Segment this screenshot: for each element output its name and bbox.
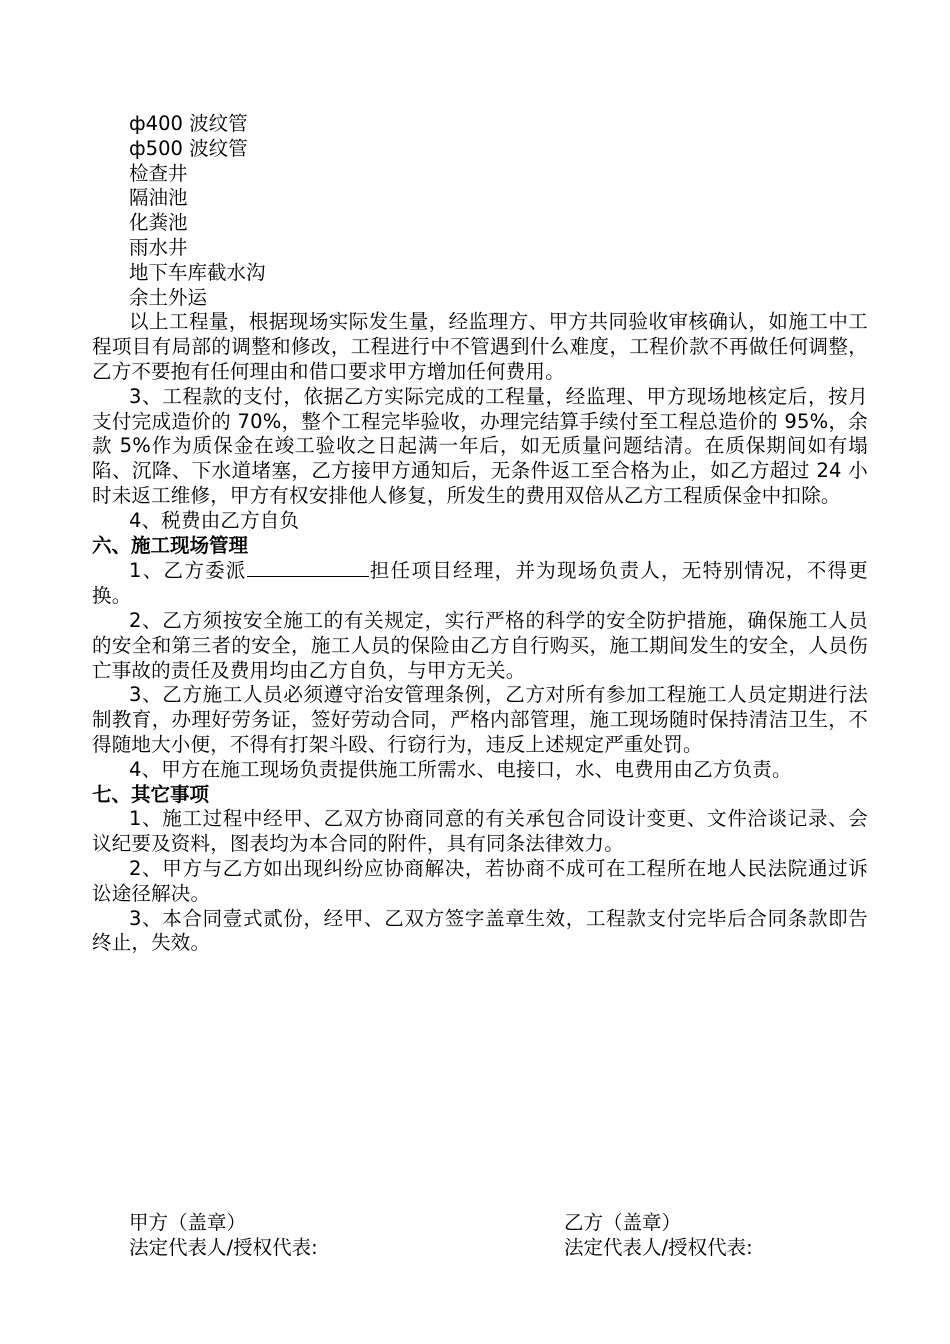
work-item: ф400 波纹管 — [129, 112, 248, 135]
clause-text: 1、乙方委派 — [129, 559, 247, 583]
work-item: ф500 波纹管 — [129, 136, 248, 160]
party-a-signature-block — [129, 1210, 318, 1260]
work-item: 隔油池 — [129, 186, 188, 210]
work-item: 雨水井 — [129, 235, 188, 259]
contract-body — [92, 112, 868, 956]
payment-clause: 3、工程款的支付，依据乙方实际完成的工程量，经监理、甲方现场地核定后，按月支付完成造价的 70%，整个工程完毕验收，办理完结算手续付至工程总造价的 95%，余款 5%作为质保金在竣工验收之日起满一年后，如无质量问题结清。在质保期间如有塌陷、沉降、下水道堵塞，乙方接甲方通知后，无条件返工至合格为止，如乙方超过 24 小时未返工维修，甲方有权安排他人修复，所发生的费用双倍从乙方工程质保金中扣除。 — [92, 384, 868, 507]
clause-text: 担任项目经理，并为现场负责人，无特别情况，不得更换。 — [92, 559, 868, 608]
party-a-seal-label: 甲方（盖章） — [129, 1211, 247, 1234]
work-item: 检查井 — [129, 161, 188, 185]
work-item: 地下车库截水沟 — [129, 260, 266, 284]
work-item: 化粪池 — [129, 211, 188, 235]
validity-clause: 3、本合同壹式贰份，经甲、乙双方签字盖章生效，工程款支付完毕后合同条款即告终止，失效。 — [92, 906, 868, 955]
manager-name-blank — [247, 558, 369, 577]
work-item: 余土外运 — [129, 285, 208, 309]
utilities-clause: 4、甲方在施工现场负责提供施工所需水、电接口，水、电费用由乙方负责。 — [129, 757, 792, 781]
party-a-representative-label: 法定代表人/授权代表: — [129, 1236, 318, 1259]
section-heading-other-matters: 七、其它事项 — [92, 782, 210, 806]
party-b-seal-label: 乙方（盖章） — [564, 1211, 682, 1234]
tax-clause: 4、税费由乙方自负 — [129, 508, 300, 532]
section-heading-site-management: 六、施工现场管理 — [92, 533, 249, 557]
public-order-clause: 3、乙方施工人员必须遵守治安管理条例，乙方对所有参加工程施工人员定期进行法制教育，办理好劳务证，签好劳动合同，严格内部管理，施工现场随时保持清洁卫生，不得随地大小便，不得有打架斗殴、行窃行为，违反上述规定严重处罚。 — [92, 683, 868, 756]
project-manager-clause — [92, 558, 868, 609]
safety-clause: 2、乙方须按安全施工的有关规定，实行严格的科学的安全防护措施，确保施工人员的安全和第三者的安全，施工人员的保险由乙方自行购买，施工期间发生的安全，人员伤亡事故的责任及费用均由乙方自负，与甲方无关。 — [92, 608, 868, 682]
quantity-summary-paragraph: 以上工程量，根据现场实际发生量，经监理方、甲方共同验收审核确认，如施工中工程项目有局部的调整和修改，工程进行中不管遇到什么难度，工程价款不再做任何调整，乙方不要抱有任何理由和借口要求甲方增加任何费用。 — [92, 310, 868, 383]
party-b-representative-label: 法定代表人/授权代表: — [564, 1236, 753, 1259]
attachments-clause: 1、施工过程中经甲、乙双方协商同意的有关承包合同设计变更、文件洽谈记录、会议纪要及资料，图表均为本合同的附件，具有同条法律效力。 — [92, 807, 868, 856]
dispute-clause: 2、甲方与乙方如出现纠纷应协商解决，若协商不成可在工程所在地人民法院通过诉讼途径解决。 — [92, 856, 868, 905]
party-b-signature-block — [564, 1210, 753, 1260]
